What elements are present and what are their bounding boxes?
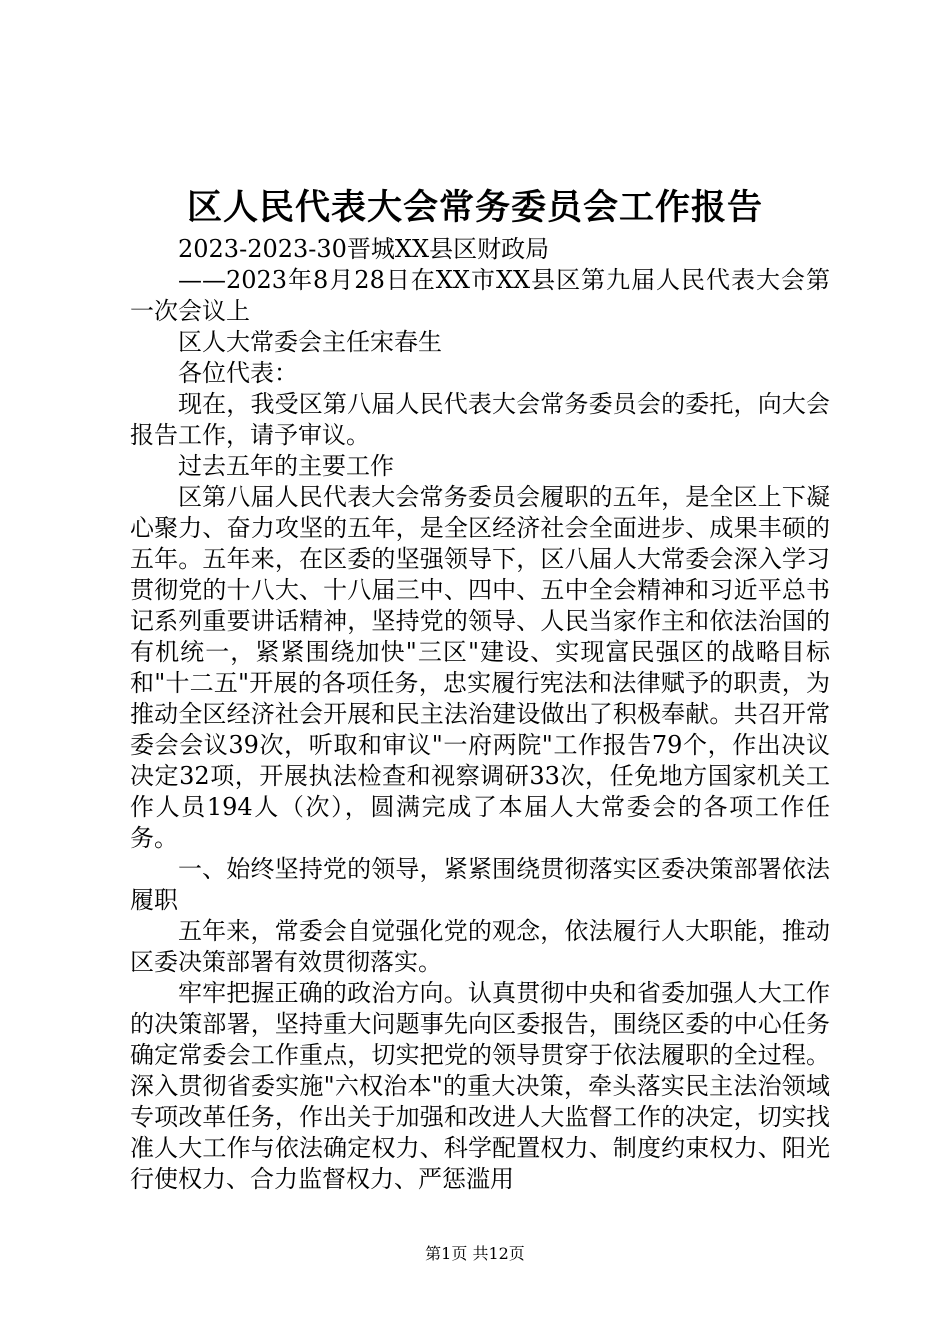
paragraph-speaker: 区人大常委会主任宋春生 [178,328,442,356]
paragraph-party-intro: 五年来，常委会自觉强化党的观念，依法履行人大职能，推动区委决策部署有效贯彻落实。 [130,917,830,976]
page-footer: 第1页 共12页 [425,1244,525,1263]
paragraph-five-year-summary: 区第八届人民代表大会常务委员会履职的五年，是全区上下凝心聚力、奋力攻坚的五年，是全区经济社会全面进步、成果丰硕的五年。五年来，在区委的坚强领导下，区八届人大常委会深入学习贯彻党的十八大、十八届三中、四中、五中全会精神和习近平总书记系列重要讲话精神，坚持党的领导、人民当家作主和依法治国的有机统一，紧紧围绕加快"三区"建设、实现富民强区的战略目标和"十二五"开展的各项任务，忠实履行宪法和法律赋予的职责，为推动全区经济社会开展和民主法治建设做出了积极奉献。共召开常委会会议39次，听取和审议"一府两院"工作报告79个，作出决议决定32项，开展执法检查和视察调研33次，任免地方国家机关工作人员194人（次），圆满完成了本届人大常委会的各项工作任务。 [130,483,830,852]
document-body [130,234,830,1195]
section-heading-party-leadership: 一、始终坚持党的领导，紧紧围绕贯彻落实区委决策部署依法履职 [130,855,830,914]
paragraph-political-direction: 牢牢把握正确的政治方向。认真贯彻中央和省委加强人大工作的决策部署，坚持重大问题事先向区委报告，围绕区委的中心任务确定常委会工作重点，切实把党的领导贯穿于依法履职的全过程。深入贯彻省委实施"六权治本"的重大决策，牵头落实民主法治领域专项改革任务，作出关于加强和改进人大监督工作的决定，切实找准人大工作与依法确定权力、科学配置权力、制度约束权力、阳光行使权力、合力监督权力、严惩滥用 [130,979,830,1193]
paragraph-opening: 现在，我受区第八届人民代表大会常务委员会的委托，向大会报告工作，请予审议。 [130,390,830,449]
paragraph-meeting-info: ——2023年8月28日在XX市XX县区第九届人民代表大会第一次会议上 [130,266,830,325]
section-heading-past-work: 过去五年的主要工作 [178,452,394,480]
paragraph-salutation: 各位代表： [178,359,298,387]
paragraph-date-source: 2023-2023-30晋城XX县区财政局 [178,235,550,263]
document-title: 区人民代表大会常务委员会工作报告 [186,187,763,228]
